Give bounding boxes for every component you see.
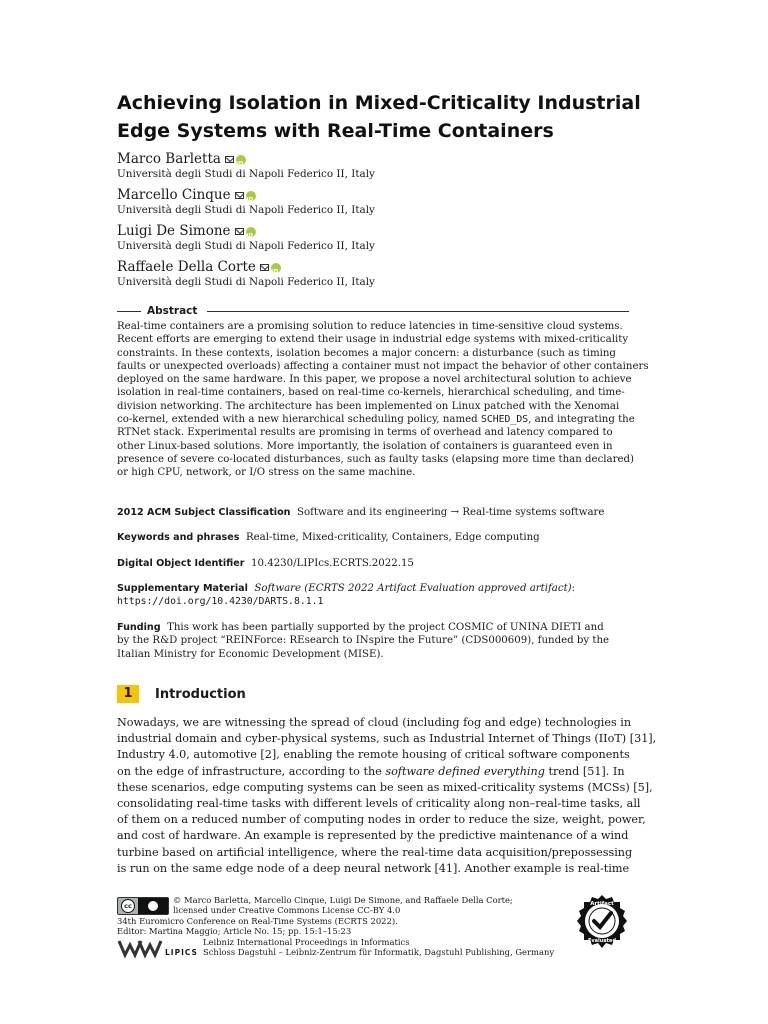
intro-paragraph xyxy=(117,715,657,877)
email-icon[interactable] xyxy=(260,264,269,271)
divider xyxy=(117,311,141,312)
body-line: industrial domain and cyber-physical systems, such as Industrial Internet of Things (IIoT) [31], xyxy=(117,732,657,746)
acm-classification xyxy=(117,506,637,519)
cc-icon: cc xyxy=(121,899,135,913)
doi xyxy=(117,557,637,570)
body-line: turbine based on artificial intelligence, where the real-time data acquisition/prepossessing xyxy=(117,845,633,859)
keywords xyxy=(117,531,637,544)
email-icon[interactable] xyxy=(235,228,244,235)
email-icon[interactable] xyxy=(225,156,234,163)
abstract-body xyxy=(117,320,649,480)
funding-text: Italian Ministry for Economic Development (MISE). xyxy=(117,648,384,660)
funding xyxy=(117,621,637,661)
author-name: Marco Barletta xyxy=(117,151,221,167)
footer-line: licensed under Creative Commons License CC-BY 4.0 xyxy=(173,905,401,916)
lipics-label: LIPICS xyxy=(165,948,198,957)
cc-by-badge[interactable] xyxy=(117,897,169,915)
author-name: Marcello Cinque xyxy=(117,187,231,203)
author-affiliation: Università degli Studi di Napoli Federico II, Italy xyxy=(117,240,375,252)
footer-line: 34th Euromicro Conference on Real-Time Systems (ECRTS 2022). xyxy=(117,916,398,926)
email-icon[interactable] xyxy=(235,192,244,199)
section-heading xyxy=(117,685,246,703)
footer-line: Schloss Dagstuhl – Leibniz-Zentrum für Informatik, Dagstuhl Publishing, Germany xyxy=(203,947,555,958)
code-sched-ds: SCHED_DS xyxy=(480,414,529,426)
doi-link[interactable]: 10.4230/LIPIcs.ECRTS.2022.15 xyxy=(251,558,414,569)
abstract-text: co-kernel, extended with a new hierarchical scheduling policy, named xyxy=(117,414,481,426)
funding-text: by the R&D project “REINForce: REsearch to INspire the Future” (CDS000609), funded by the xyxy=(117,635,610,647)
abstract-text: , and integrating the xyxy=(528,414,635,426)
body-line: these scenarios, edge computing systems can be seen as mixed-criticality systems (MCSs) [5], xyxy=(117,780,653,794)
meta-value: Software (ECRTS 2022 Artifact Evaluation approved artifact) xyxy=(254,583,572,594)
footer-line: Editor: Martina Maggio; Article No. 15; pp. 15:1–15:23 xyxy=(117,926,352,937)
meta-key: Funding xyxy=(117,622,161,633)
paper-title xyxy=(117,89,657,145)
abstract-line: presence of severe co-located disturbances, such as faulty tasks (elapsing more time than declared) xyxy=(117,453,635,465)
section-number: 1 xyxy=(117,685,139,703)
title-line-1: Achieving Isolation in Mixed-Criticality Industrial xyxy=(117,92,641,114)
author-block xyxy=(117,223,677,253)
meta-punct: : xyxy=(571,583,576,594)
meta-value: Real-time, Mixed-criticality, Containers, Edge computing xyxy=(245,532,540,543)
author-affiliation: Università degli Studi di Napoli Federico II, Italy xyxy=(117,168,375,180)
section-title: Introduction xyxy=(155,686,246,702)
supplementary-url[interactable]: https://doi.org/10.4230/DARTS.8.1.1 xyxy=(117,596,324,608)
body-line: and cost of hardware. An example is represented by the predictive maintenance of a wind xyxy=(117,829,629,843)
by-icon xyxy=(138,898,168,914)
footer-line: Leibniz International Proceedings in Informatics xyxy=(203,937,410,947)
orcid-icon[interactable] xyxy=(246,191,256,201)
body-line: of them on a reduced number of computing nodes in order to reduce the size, weight, power, xyxy=(117,813,646,827)
artifact-evaluated-badge-icon xyxy=(572,893,632,953)
author-affiliation: Università degli Studi di Napoli Federico II, Italy xyxy=(117,276,375,288)
supplementary-material xyxy=(117,582,637,609)
lipics-text xyxy=(203,937,554,958)
abstract-label: Abstract xyxy=(147,305,198,317)
divider xyxy=(207,311,629,312)
abstract-line: constraints. In these contexts, isolation becomes a major concern: a disturbance (such as timing xyxy=(117,347,616,359)
body-text: trend [51]. In xyxy=(544,764,625,778)
footer-line: © Marco Barletta, Marcello Cinque, Luigi De Simone, and Raffaele Della Corte; xyxy=(173,895,513,905)
badge-bottom-text: Evaluated xyxy=(587,938,617,944)
conference-text xyxy=(117,916,398,937)
badge-top-text: Artifact xyxy=(590,901,614,907)
author-block xyxy=(117,187,677,217)
title-line-2: Edge Systems with Real-Time Containers xyxy=(117,120,554,142)
abstract-line xyxy=(117,413,635,426)
orcid-icon[interactable] xyxy=(246,227,256,237)
abstract-heading xyxy=(117,304,629,318)
abstract-line: deployed on the same hardware. In this paper, we propose a novel architectural solution to achieve xyxy=(117,374,632,386)
abstract-line: division networking. The architecture has been implemented on Linux patched with the Xenomai xyxy=(117,400,620,412)
meta-value: Software and its engineering → Real-time systems software xyxy=(296,507,605,518)
author-name: Luigi De Simone xyxy=(117,223,231,239)
orcid-icon[interactable] xyxy=(271,263,281,273)
body-text: on the edge of infrastructure, according to the xyxy=(117,764,386,778)
author-affiliation: Università degli Studi di Napoli Federico II, Italy xyxy=(117,204,375,216)
funding-text: This work has been partially supported by the project COSMIC of UNINA DIETI and xyxy=(167,622,604,633)
meta-key: 2012 ACM Subject Classification xyxy=(117,507,291,518)
orcid-icon[interactable] xyxy=(236,155,246,165)
body-emphasis: software defined everything xyxy=(385,764,545,778)
author-name: Raffaele Della Corte xyxy=(117,259,256,275)
body-line: Nowadays, we are witnessing the spread of cloud (including fog and edge) technologies in xyxy=(117,716,632,729)
body-line xyxy=(117,764,632,780)
body-line: Industry 4.0, automotive [2], enabling the remote housing of critical software components xyxy=(117,748,630,762)
body-line: consolidating real-time tasks with different levels of criticality along non–real-time tasks, all xyxy=(117,797,641,811)
meta-key: Keywords and phrases xyxy=(117,532,240,543)
abstract-line: or high CPU, network, or I/O stress on the same machine. xyxy=(117,467,416,479)
author-block xyxy=(117,151,677,181)
abstract-line: RTNet stack. Experimental results are promising in terms of overhead and latency compared to xyxy=(117,427,613,439)
abstract-line: isolation in real-time containers, based on real-time co-kernels, hierarchical scheduling, and time- xyxy=(117,387,625,399)
abstract-line: other Linux-based solutions. More importantly, the isolation of containers is guaranteed even in xyxy=(117,440,613,452)
license-text xyxy=(173,895,513,916)
abstract-line: Real-time containers are a promising solution to reduce latencies in time-sensitive cloud systems. xyxy=(117,321,623,332)
meta-key: Supplementary Material xyxy=(117,583,248,594)
meta-key: Digital Object Identifier xyxy=(117,558,245,569)
body-line: is run on the same edge node of a deep neural network [41]. Another example is real-time xyxy=(117,861,630,875)
abstract-line: faults or unexpected overloads) affecting a container must not impact the behavior of other containers xyxy=(117,360,649,372)
author-block xyxy=(117,259,677,289)
abstract-line: Recent efforts are emerging to extend their usage in industrial edge systems with mixed-criticality xyxy=(117,334,629,346)
